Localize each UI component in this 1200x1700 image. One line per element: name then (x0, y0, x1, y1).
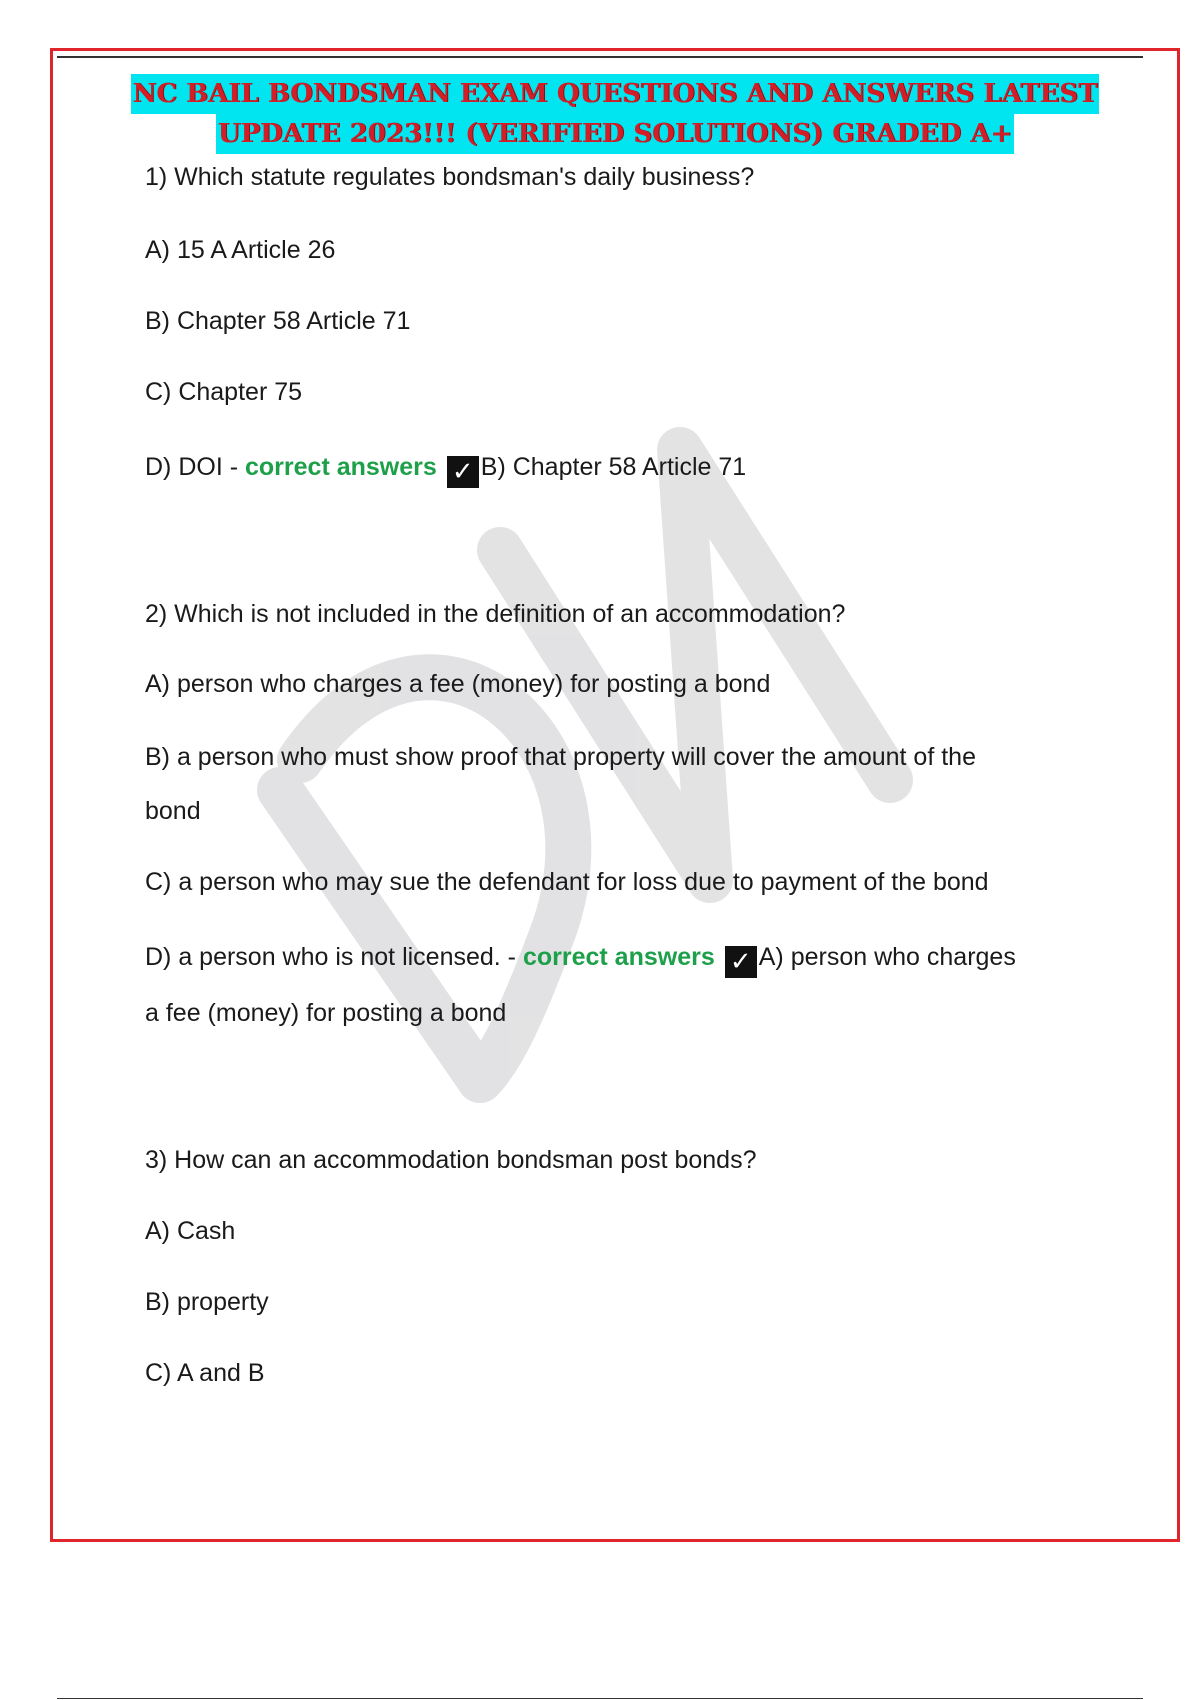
q1-answer: B) Chapter 58 Article 71 (480, 453, 747, 481)
q2-answer-cont: a fee (money) for posting a bond (145, 999, 507, 1027)
q2-option-b-cont: bond (145, 797, 201, 825)
q3-option-b: B) property (145, 1288, 269, 1316)
q1-option-a: A) 15 A Article 26 (145, 236, 336, 264)
correct-answers-label: correct answers (522, 943, 715, 971)
document-title (60, 74, 1170, 154)
top-rule (57, 56, 1143, 58)
correct-answers-label: correct answers (245, 453, 437, 481)
q2-option-c: C) a person who may sue the defendant for loss due to payment of the bond (145, 868, 989, 896)
title-line-2: UPDATE 2023!!! (VERIFIED SOLUTIONS) GRADED A+ (216, 114, 1014, 154)
question-3: 3) How can an accommodation bondsman post bonds? (145, 1146, 757, 1174)
q1-option-d: D) DOI - (145, 453, 245, 481)
q2-option-d-with-answer (145, 942, 1016, 978)
q1-option-d-with-answer (145, 452, 746, 488)
question-1: 1) Which statute regulates bondsman's daily business? (145, 163, 755, 191)
title-line-1: NC BAIL BONDSMAN EXAM QUESTIONS AND ANSWERS LATEST (131, 74, 1100, 114)
checkmark-icon: ✓ (725, 946, 757, 978)
q2-option-d: D) a person who is not licensed. - (145, 943, 523, 971)
q1-option-c: C) Chapter 75 (145, 378, 303, 406)
q2-option-b: B) a person who must show proof that property will cover the amount of the (145, 743, 976, 771)
question-2: 2) Which is not included in the definition of an accommodation? (145, 600, 846, 628)
q3-option-a: A) Cash (145, 1217, 236, 1245)
page-frame (50, 48, 1180, 1542)
q1-option-b: B) Chapter 58 Article 71 (145, 307, 411, 335)
q2-option-a: A) person who charges a fee (money) for posting a bond (145, 670, 771, 698)
bottom-rule (57, 1698, 1143, 1699)
checkmark-icon: ✓ (447, 456, 479, 488)
q3-option-c: C) A and B (145, 1359, 265, 1387)
q2-answer: A) person who charges (758, 943, 1016, 971)
